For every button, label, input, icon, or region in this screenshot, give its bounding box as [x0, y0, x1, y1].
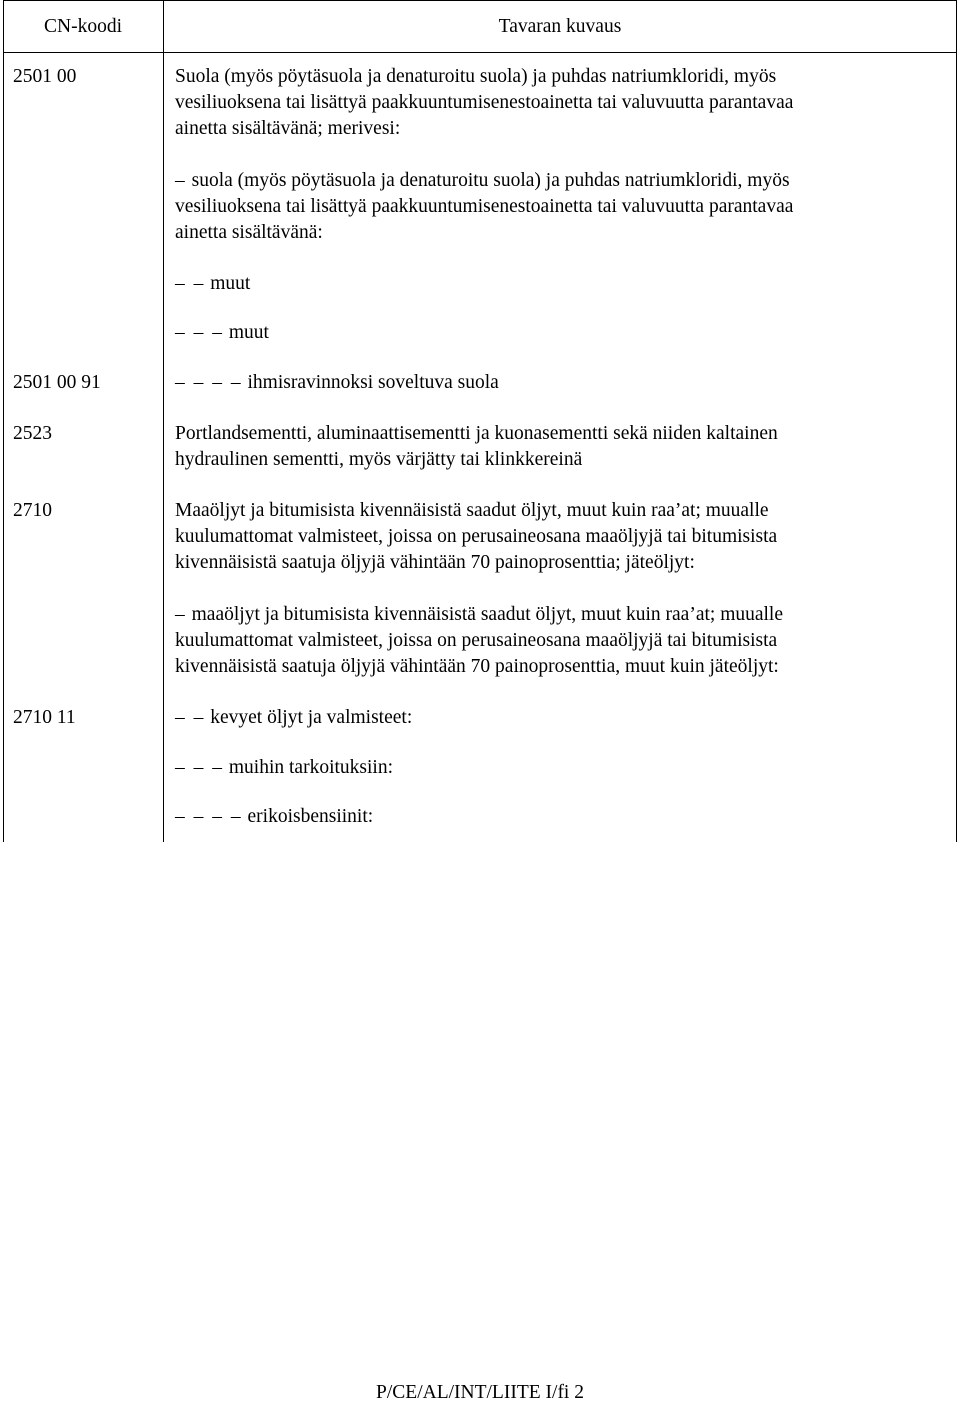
description-line: ainetta sisältävänä:	[175, 222, 323, 243]
description-line: kivennäisistä saatuja öljyjä vähintään 70 painoprosenttia; jäteöljyt:	[175, 552, 695, 573]
table-border-top	[3, 0, 957, 1]
indent-dash: – –	[175, 707, 206, 728]
column-header-description: Tavaran kuvaus	[498, 16, 622, 37]
description-line: – – – – ihmisravinnoksi soveltuva suola	[175, 372, 499, 393]
indent-dash: – – – –	[175, 372, 243, 393]
row-description	[175, 320, 935, 346]
description-line: – suola (myös pöytäsuola ja denaturoitu suola) ja puhdas natriumkloridi, myös	[175, 170, 790, 191]
header-divider	[3, 52, 957, 53]
indent-dash: –	[175, 604, 187, 625]
indent-dash: –	[175, 170, 187, 191]
indent-dash: – –	[175, 273, 206, 294]
row-description	[175, 602, 935, 680]
description-line: vesiliuoksena tai lisättyä paakkuuntumisenestoainetta tai valuvuutta parantavaa	[175, 196, 794, 217]
description-line: Portlandsementti, aluminaattisementti ja kuonasementti sekä niiden kaltainen	[175, 423, 778, 444]
page-footer-reference: P/CE/AL/INT/LIITE I/fi 2	[376, 1382, 584, 1403]
description-line: – maaöljyt ja bitumisista kivennäisistä saadut öljyt, muut kuin raa’at; muualle	[175, 604, 784, 625]
description-line: – – muut	[175, 273, 251, 294]
description-line: hydraulinen sementti, myös värjätty tai klinkkereinä	[175, 449, 583, 470]
row-code: 2501 00 91	[13, 372, 101, 393]
description-line: kuulumattomat valmisteet, joissa on perusaineosana maaöljyjä tai bitumisista	[175, 526, 778, 547]
description-line: Suola (myös pöytäsuola ja denaturoitu suola) ja puhdas natriumkloridi, myös	[175, 66, 777, 87]
description-line: ainetta sisältävänä; merivesi:	[175, 118, 401, 139]
row-code: 2523	[13, 423, 52, 444]
row-code: 2710	[13, 500, 52, 521]
column-divider	[163, 0, 164, 842]
description-line: – – – muihin tarkoituksiin:	[175, 757, 393, 778]
row-description	[175, 705, 935, 731]
table-border-right	[956, 0, 957, 842]
description-line: kuulumattomat valmisteet, joissa on perusaineosana maaöljyjä tai bitumisista	[175, 630, 778, 651]
row-description	[175, 168, 935, 246]
indent-dash: – – –	[175, 757, 224, 778]
row-description	[175, 64, 935, 142]
indent-dash: – – – –	[175, 806, 243, 827]
row-description	[175, 370, 935, 396]
description-line: – – – muut	[175, 322, 269, 343]
description-line: – – kevyet öljyt ja valmisteet:	[175, 707, 413, 728]
description-line: Maaöljyt ja bitumisista kivennäisistä saadut öljyt, muut kuin raa’at; muualle	[175, 500, 769, 521]
row-description	[175, 755, 935, 781]
indent-dash: – – –	[175, 322, 224, 343]
row-description	[175, 804, 935, 830]
row-description	[175, 498, 935, 576]
tariff-table	[3, 0, 957, 842]
row-code: 2501 00	[13, 66, 77, 87]
description-line: kivennäisistä saatuja öljyjä vähintään 70 painoprosenttia, muut kuin jäteöljyt:	[175, 656, 779, 677]
row-description	[175, 271, 935, 297]
row-code: 2710 11	[13, 707, 76, 728]
description-line: vesiliuoksena tai lisättyä paakkuuntumisenestoainetta tai valuvuutta parantavaa	[175, 92, 794, 113]
table-border-left	[3, 0, 4, 842]
description-line: – – – – erikoisbensiinit:	[175, 806, 374, 827]
column-header-code: CN-koodi	[44, 16, 122, 37]
row-description	[175, 421, 935, 473]
